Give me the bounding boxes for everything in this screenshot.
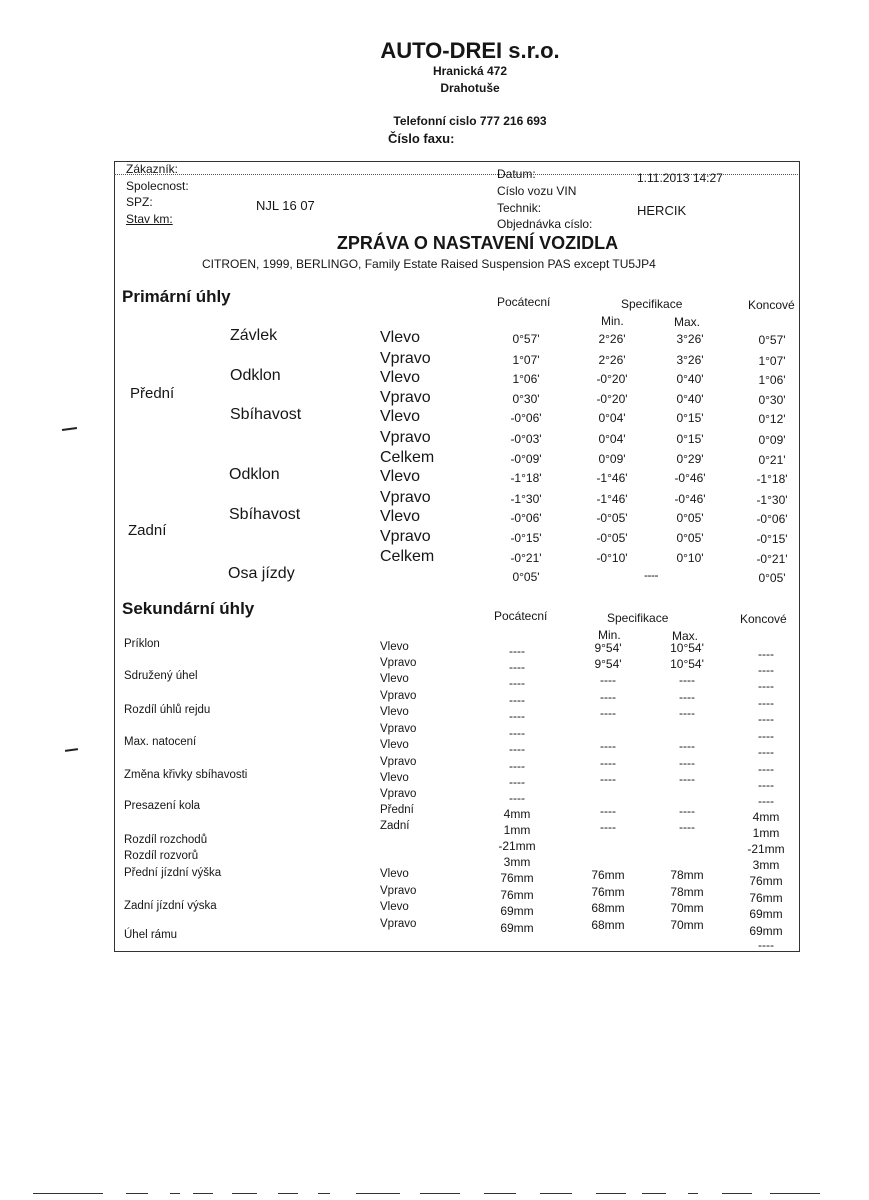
footer-rule <box>232 1193 257 1194</box>
primary-initial-value: -0°06' <box>510 511 542 525</box>
primary-final-value: -0°21' <box>756 552 788 566</box>
secondary-max-value: 10°54' <box>670 657 704 671</box>
footer-rule <box>540 1193 572 1194</box>
secondary-final-value: ---- <box>758 745 774 759</box>
secondary-side-label: Vlevo <box>380 901 409 913</box>
secondary-min-value: 76mm <box>591 885 625 899</box>
footer-rule <box>193 1193 213 1194</box>
footer-rule <box>770 1193 820 1194</box>
secondary-final-value: ---- <box>758 696 774 710</box>
secondary-min-value: 9°54' <box>594 657 622 671</box>
footer-rule <box>596 1193 626 1194</box>
footer-rule <box>642 1193 666 1194</box>
fax-number: Číslo faxu: <box>388 131 455 146</box>
secondary-initial-value: ---- <box>509 693 525 707</box>
secondary-initial-value: ---- <box>509 709 525 723</box>
margin-mark <box>65 748 78 752</box>
footer-rule <box>688 1193 698 1194</box>
primary-initial-value: -0°15' <box>510 531 542 545</box>
secondary-initial-value: ---- <box>509 676 525 690</box>
company-street: Hranická 472 <box>432 64 508 78</box>
primary-section-title: Primární úhly <box>122 287 231 306</box>
company-label: Spolecnost: <box>126 179 189 193</box>
secondary-side-label: Vlevo <box>380 641 409 653</box>
footer-rule <box>126 1193 148 1194</box>
primary-min-value: -0°20' <box>596 372 628 386</box>
secondary-max-value: ---- <box>679 804 695 818</box>
primary-max-value: 0°15' <box>676 432 704 446</box>
secondary-initial-value: 69mm <box>500 921 534 935</box>
primary-group-front: Přední <box>130 385 175 402</box>
primary-max-value: -0°46' <box>674 471 706 485</box>
secondary-max-value: ---- <box>679 772 695 786</box>
primary-min-value: 0°09' <box>598 452 626 466</box>
primary-side-label: Vpravo <box>380 350 431 367</box>
secondary-param-label: Přední jízdní výška <box>124 867 222 879</box>
secondary-final-value: ---- <box>758 679 774 693</box>
secondary-final-value: 76mm <box>749 891 783 905</box>
secondary-min-value: 68mm <box>591 901 625 915</box>
primary-max-value: 0°40' <box>676 392 704 406</box>
secondary-initial-value: 3mm <box>503 855 531 869</box>
primary-final-value: 1°07' <box>758 354 786 368</box>
secondary-final-value: 69mm <box>749 924 783 938</box>
primary-min-value: 0°04' <box>598 432 626 446</box>
primary-initial-value: 1°07' <box>512 353 540 367</box>
secondary-col-min: Min. <box>598 628 621 642</box>
secondary-initial-value: ---- <box>509 644 525 658</box>
secondary-final-value: ---- <box>758 778 774 792</box>
secondary-param-label: Príklon <box>124 638 160 650</box>
primary-initial-value: -0°06' <box>510 411 542 425</box>
secondary-initial-value: 69mm <box>500 904 534 918</box>
secondary-min-value: ---- <box>600 673 616 687</box>
secondary-initial-value: ---- <box>509 742 525 756</box>
primary-initial-value: -0°09' <box>510 452 542 466</box>
primary-max-value: -0°46' <box>674 492 706 506</box>
primary-min-value: 2°26' <box>598 353 626 367</box>
secondary-min-value: ---- <box>600 706 616 720</box>
margin-mark <box>62 427 77 431</box>
primary-initial-value: -0°03' <box>510 432 542 446</box>
primary-side-label: Vpravo <box>380 389 431 406</box>
primary-min-value: 2°26' <box>598 332 626 346</box>
primary-max-value: 0°29' <box>676 452 704 466</box>
primary-final-value: 0°12' <box>758 412 786 426</box>
primary-initial-value: 0°57' <box>512 332 540 346</box>
secondary-section-title: Sekundární úhly <box>122 599 255 618</box>
footer-rule <box>356 1193 400 1194</box>
vin-label: Císlo vozu VIN <box>497 184 577 198</box>
footer-rule <box>278 1193 298 1194</box>
secondary-side-label: Vpravo <box>380 756 417 768</box>
secondary-side-label: Vlevo <box>380 673 409 685</box>
secondary-max-value: ---- <box>679 739 695 753</box>
secondary-param-label: Max. natocení <box>124 736 197 748</box>
primary-side-label: Vlevo <box>380 408 421 425</box>
company-name: AUTO-DREI s.r.o. <box>380 38 560 63</box>
primary-initial-value: 0°30' <box>512 392 540 406</box>
primary-max-value: 0°05' <box>676 511 704 525</box>
primary-min-value: -0°05' <box>596 531 628 545</box>
secondary-min-value: ---- <box>600 739 616 753</box>
secondary-final-value: -21mm <box>747 842 785 856</box>
secondary-min-value: 76mm <box>591 868 625 882</box>
primary-final-value: -0°15' <box>756 532 788 546</box>
secondary-initial-value: 76mm <box>500 888 534 902</box>
secondary-side-label: Vlevo <box>380 739 409 751</box>
primary-final-value: 0°09' <box>758 433 786 447</box>
secondary-param-label: Úhel rámu <box>124 929 178 941</box>
primary-side-label: Vpravo <box>380 528 431 545</box>
secondary-final-value: ---- <box>758 938 774 952</box>
primary-max-value: 0°15' <box>676 411 704 425</box>
secondary-max-value: ---- <box>679 706 695 720</box>
secondary-min-value: ---- <box>600 756 616 770</box>
secondary-side-label: Přední <box>380 804 414 816</box>
secondary-side-label: Vpravo <box>380 788 417 800</box>
primary-final-value: -1°30' <box>756 493 788 507</box>
technician-value: HERCIK <box>637 203 687 218</box>
primary-max-value: 0°40' <box>676 372 704 386</box>
order-label: Objednávka císlo: <box>497 217 593 231</box>
secondary-initial-value: 76mm <box>500 871 534 885</box>
primary-final-value: 0°21' <box>758 453 786 467</box>
primary-initial-value: -1°18' <box>510 471 542 485</box>
primary-axis-spec: ---- <box>644 568 658 582</box>
secondary-max-value: 78mm <box>670 885 704 899</box>
primary-final-value: 0°57' <box>758 333 786 347</box>
secondary-col-initial: Pocátecní <box>494 609 548 623</box>
footer-rule <box>722 1193 752 1194</box>
secondary-side-label: Vpravo <box>380 723 417 735</box>
primary-max-value: 3°26' <box>676 353 704 367</box>
secondary-max-value: ---- <box>679 820 695 834</box>
secondary-min-value: 68mm <box>591 918 625 932</box>
primary-side-label: Vpravo <box>380 429 431 446</box>
plate-value: NJL 16 07 <box>256 198 315 213</box>
secondary-side-label: Vpravo <box>380 690 417 702</box>
secondary-side-label: Vpravo <box>380 657 417 669</box>
secondary-initial-value: ---- <box>509 660 525 674</box>
secondary-initial-value: ---- <box>509 726 525 740</box>
date-value: 1.11.2013 14:27 <box>637 171 723 185</box>
secondary-final-value: 1mm <box>752 826 780 840</box>
primary-side-label: Vlevo <box>380 369 421 386</box>
secondary-initial-value: 4mm <box>503 807 531 821</box>
plate-label: SPZ: <box>126 195 153 209</box>
primary-col-final: Koncové <box>748 298 795 312</box>
secondary-param-label: Rozdíl úhlů rejdu <box>124 704 211 716</box>
footer-rule <box>33 1193 103 1194</box>
primary-param-label: Sbíhavost <box>229 506 301 523</box>
primary-final-value: -0°06' <box>756 512 788 526</box>
company-city: Drahotuše <box>440 81 500 95</box>
secondary-final-value: ---- <box>758 729 774 743</box>
secondary-side-label: Vlevo <box>380 868 409 880</box>
primary-final-value: 0°30' <box>758 393 786 407</box>
secondary-col-final: Koncové <box>740 612 787 626</box>
primary-max-value: 0°05' <box>676 531 704 545</box>
primary-min-value: -0°20' <box>596 392 628 406</box>
secondary-max-value: 70mm <box>670 901 704 915</box>
secondary-final-value: 3mm <box>752 858 780 872</box>
secondary-max-value: ---- <box>679 673 695 687</box>
secondary-param-label: Zadní jízdní výska <box>124 900 217 912</box>
primary-initial-value: 1°06' <box>512 372 540 386</box>
secondary-col-spec: Specifikace <box>607 611 669 625</box>
secondary-col-max: Max. <box>672 629 699 643</box>
secondary-param-label: Rozdíl rozchodů <box>124 834 208 846</box>
secondary-final-value: 4mm <box>752 810 780 824</box>
secondary-final-value: ---- <box>758 794 774 808</box>
primary-initial-value: 0°05' <box>512 570 540 584</box>
secondary-side-label: Vlevo <box>380 772 409 784</box>
primary-min-value: -0°05' <box>596 511 628 525</box>
primary-col-max: Max. <box>674 315 701 329</box>
secondary-final-value: ---- <box>758 647 774 661</box>
secondary-final-value: 69mm <box>749 907 783 921</box>
primary-final-value: -1°18' <box>756 472 788 486</box>
secondary-final-value: ---- <box>758 712 774 726</box>
secondary-initial-value: ---- <box>509 775 525 789</box>
primary-min-value: -1°46' <box>596 471 628 485</box>
secondary-max-value: 78mm <box>670 868 704 882</box>
primary-side-label: Vlevo <box>380 508 421 525</box>
secondary-min-value: 9°54' <box>594 641 622 655</box>
secondary-side-label: Vpravo <box>380 918 417 930</box>
secondary-initial-value: 1mm <box>503 823 531 837</box>
primary-param-label: Odklon <box>229 466 280 483</box>
secondary-param-label: Presazení kola <box>124 800 201 812</box>
primary-col-spec: Specifikace <box>621 297 683 311</box>
primary-side-label: Vlevo <box>380 329 421 346</box>
secondary-initial-value: ---- <box>509 791 525 805</box>
secondary-initial-value: ---- <box>509 759 525 773</box>
footer-rule <box>484 1193 516 1194</box>
secondary-final-value: 76mm <box>749 874 783 888</box>
primary-side-label: Vlevo <box>380 468 421 485</box>
primary-side-label: Vpravo <box>380 489 431 506</box>
primary-initial-value: -1°30' <box>510 492 542 506</box>
primary-max-value: 0°10' <box>676 551 704 565</box>
primary-param-label: Odklon <box>230 367 281 384</box>
primary-side-label: Celkem <box>380 548 435 565</box>
secondary-final-value: ---- <box>758 663 774 677</box>
phone-number: Telefonní cislo 777 216 693 <box>393 114 547 128</box>
footer-rule <box>318 1193 330 1194</box>
vehicle-description: CITROEN, 1999, BERLINGO, Family Estate Raised Suspension PAS except TU5JP4 <box>202 257 656 271</box>
customer-label: Zákazník: <box>126 162 179 176</box>
secondary-max-value: 70mm <box>670 918 704 932</box>
secondary-max-value: 10°54' <box>670 641 704 655</box>
primary-group-rear: Zadní <box>128 522 167 539</box>
primary-param-label: Závlek <box>230 327 278 344</box>
secondary-side-label: Vpravo <box>380 885 417 897</box>
secondary-max-value: ---- <box>679 690 695 704</box>
date-label: Datum: <box>497 167 536 181</box>
technician-label: Technik: <box>497 201 542 215</box>
secondary-final-value: ---- <box>758 762 774 776</box>
secondary-initial-value: -21mm <box>498 839 536 853</box>
primary-min-value: -1°46' <box>596 492 628 506</box>
secondary-side-label: Zadní <box>380 820 410 832</box>
primary-param-label: Sbíhavost <box>230 406 302 423</box>
primary-initial-value: -0°21' <box>510 551 542 565</box>
primary-side-label: Celkem <box>380 449 435 466</box>
secondary-param-label: Sdružený úhel <box>124 670 198 682</box>
secondary-max-value: ---- <box>679 756 695 770</box>
report-title: ZPRÁVA O NASTAVENÍ VOZIDLA <box>336 233 619 253</box>
secondary-min-value: ---- <box>600 804 616 818</box>
secondary-min-value: ---- <box>600 772 616 786</box>
footer-rule <box>420 1193 460 1194</box>
odometer-label: Stav km: <box>126 212 173 226</box>
secondary-min-value: ---- <box>600 690 616 704</box>
primary-final-value: 0°05' <box>758 571 786 585</box>
primary-min-value: 0°04' <box>598 411 626 425</box>
primary-min-value: -0°10' <box>596 551 628 565</box>
secondary-param-label: Změna křivky sbíhavosti <box>124 769 248 781</box>
secondary-min-value: ---- <box>600 820 616 834</box>
primary-col-min: Min. <box>601 314 624 328</box>
secondary-param-label: Rozdíl rozvorů <box>124 850 199 862</box>
footer-rule <box>170 1193 180 1194</box>
primary-max-value: 3°26' <box>676 332 704 346</box>
primary-param-label: Osa jízdy <box>228 565 295 582</box>
primary-col-initial: Pocátecní <box>497 295 551 309</box>
secondary-side-label: Vlevo <box>380 706 409 718</box>
primary-final-value: 1°06' <box>758 373 786 387</box>
